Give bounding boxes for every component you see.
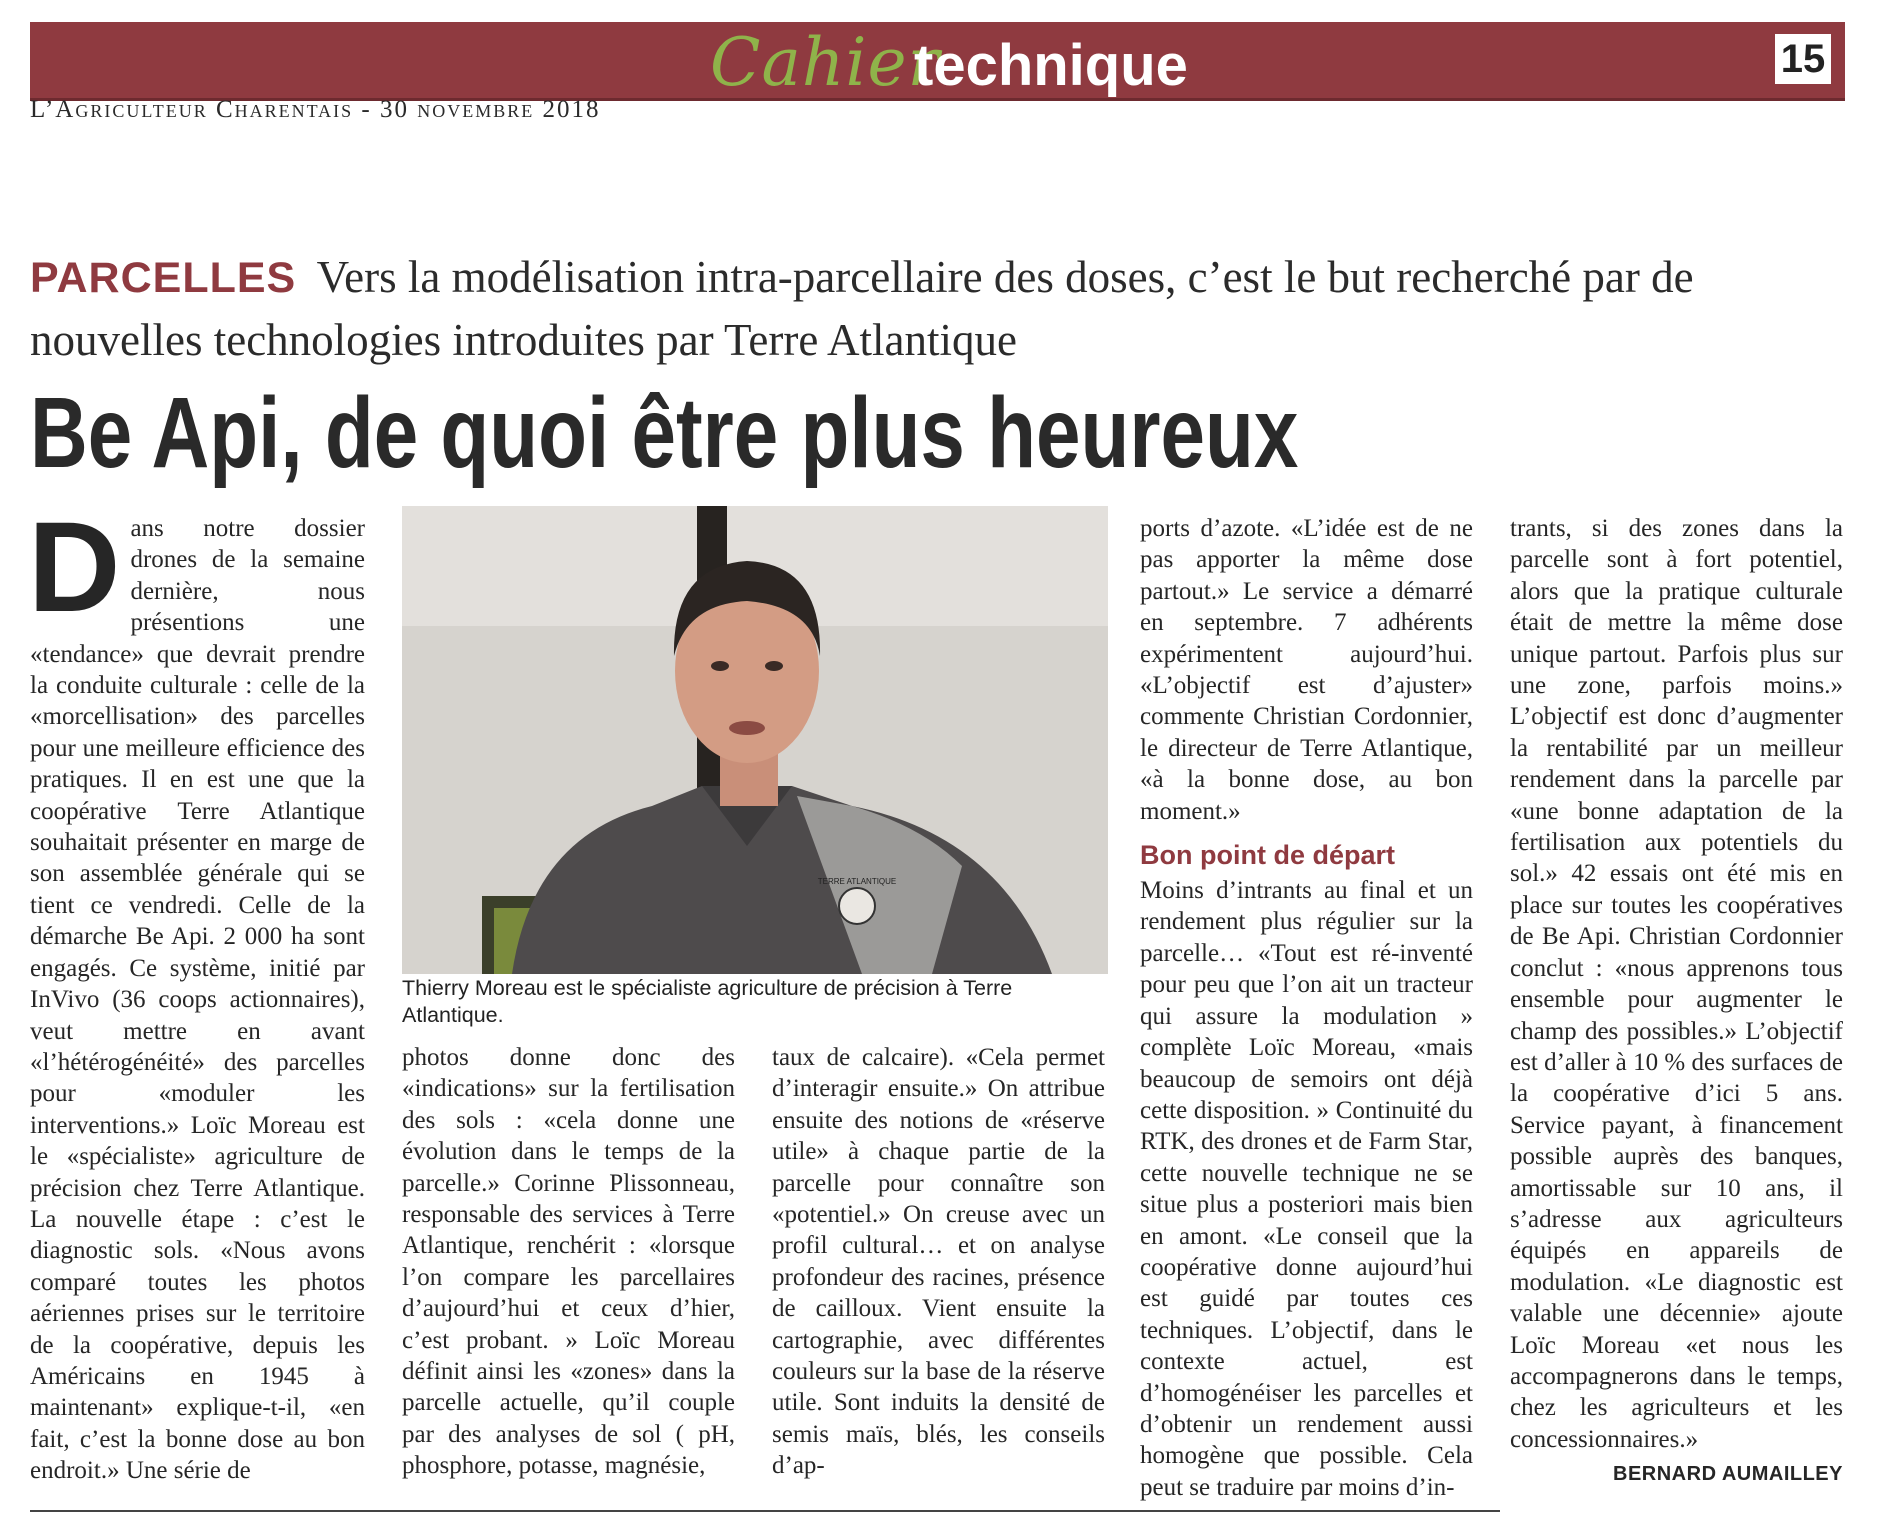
publication-dateline: L’Agriculteur Charentais - 30 novembre 2018 [30, 96, 601, 123]
photo-caption: Thierry Moreau est le spécialiste agriculture de précision à Terre Atlantique. [402, 976, 1013, 1027]
column-1-text: ans notre dossier drones de la semaine dernière, nous présentions une «tendance» que devrait prendre la conduite culturale : celle de la «morcellisation» des parcelles pour une meilleure efficience des pratiques. Il en est une que la coopérative Terre Atlantique souhaitait présenter en marge de son assemblée générale qui se tient ce vendredi. Celle de la démarche Be Api. 2 000 ha sont engagés. Ce système, initié par InVivo (36 coops actionnaires), veut mettre en avant «l’hétérogénéité» des parcelles pour «moduler les interventions.» Loïc Moreau est le «spécialiste» agriculture de précision chez Terre Atlantique. La nouvelle étape : c’est le diagnostic sols. «Nous avons comparé toutes les photos aériennes prises sur le territoire de la coopérative, depuis les Américains en 1945 à maintenant» explique-t-il, «en fait, c’est la bonne dose au bon endroit.» Une série de [30, 515, 365, 1485]
kicker-text: Vers la modélisation intra-parcellaire des doses, c’est le but recherché par de nouvelles technologies introduites par Terre Atlantique [30, 252, 1694, 365]
article-column-3 [772, 1042, 1105, 1492]
section-name: technique [914, 33, 1188, 98]
article-column-4 [1140, 513, 1473, 1501]
kicker-label: PARCELLES [30, 254, 297, 302]
column-4-text-a: ports d’azote. «L’idée est de ne pas apporter la même dose partout.» Le service a démarré en septembre. 7 adhérents expérimentent aujourd’hui. «L’objectif est d’ajuster» commente Christian Cordonnier, le directeur de Terre Atlantique, «à la bonne dose, au bon moment.» [1140, 515, 1473, 825]
article-column-2 [402, 1042, 735, 1492]
photo-illustration [402, 506, 1108, 974]
article-kicker [30, 246, 1790, 371]
article-column-5 [1510, 513, 1843, 1493]
shirt-badge: TERRE ATLANTIQUE [817, 877, 897, 886]
page-number: 15 [1775, 34, 1831, 84]
article-photo [402, 506, 1108, 974]
drop-cap: D [28, 496, 121, 639]
bottom-divider [30, 1510, 1500, 1512]
column-3-text: taux de calcaire). «Cela permet d’interagir ensuite.» On attribue ensuite des notions de «réserve utile» à chaque partie de la parcelle pour connaître son «potentiel.» On creuse avec un profil cultural… et on analyse profondeur des racines, présence de cailloux. Vient ensuite la cartographie, avec différentes couleurs sur la base de la réserve utile. Sont induits la densité de semis maïs, blés, les conseils d’ap- [772, 1044, 1105, 1480]
column-2-text: photos donne donc des «indications» sur la fertilisation des sols : «cela donne une évolution dans le temps de la parcelle.» Corinne Plissonneau, responsable des services à Terre Atlantique, renchérit : «lorsque l’on compare les parcellaires d’aujourd’hui et ceux d’hier, c’est probant. » Loïc Moreau définit ainsi les «zones» dans la parcelle actuelle, qu’il couple par des analyses de sol ( pH, phosphore, potasse, magnésie, [402, 1044, 735, 1480]
column-4-text-b: Moins d’intrants au final et un rendement plus régulier sur la parcelle… «Tout est ré-inventé pour peu que l’on ait un tracteur qui assure la modulation » complète Loïc Moreau, «mais beaucoup de semoirs ont déjà cette disposition. » Continuité du RTK, des drones et de Farm Star, cette nouvelle technique ne se situe plus a posteriori mais bien en amont. «Le conseil que la coopérative donne aujourd’hui est guidé par toutes ces techniques. L’objectif, dans le contexte actuel, est d’homogénéiser les parcelles et d’obtenir un rendement aussi homogène que possible. Cela peut se traduire par moins d’in- [1140, 877, 1473, 1501]
author-byline: BERNARD AUMAILLEY [1613, 1463, 1843, 1486]
article-headline: Be Api, de quoi être plus heureux [30, 377, 1299, 489]
article-column-1 [28, 496, 365, 1493]
section-name-script: Cahier [710, 24, 941, 101]
column-5-text: trants, si des zones dans la parcelle sont à fort potentiel, alors que la pratique culturale était de mettre la même dose unique partout. Parfois plus sur une zone, parfois moins.» L’objectif est donc d’augmenter la rentabilité par un meilleur rendement dans la parcelle par «une bonne adaptation de la fertilisation aux potentiels du sol.» 42 essais ont été mis en place sur toutes les coopératives de Be Api. Christian Cordonnier conclut : «nous apprenons tous ensemble pour augmenter le champ des possibles.» L’objectif est d’aller à 10 % des surfaces de la coopérative d’ici 5 ans. Service payant, à financement possible auprès des banques, amortissable sur 10 ans, il s’adresse aux agriculteurs équipés en appareils de modulation. «Le diagnostic est valable une décennie» ajoute Loïc Moreau «et nous les accompagnerons dans le temps, chez les agriculteurs et les concessionnaires.» [1510, 515, 1843, 1453]
section-header-band [30, 22, 1845, 101]
article-subhead: Bon point de départ [1140, 840, 1395, 871]
